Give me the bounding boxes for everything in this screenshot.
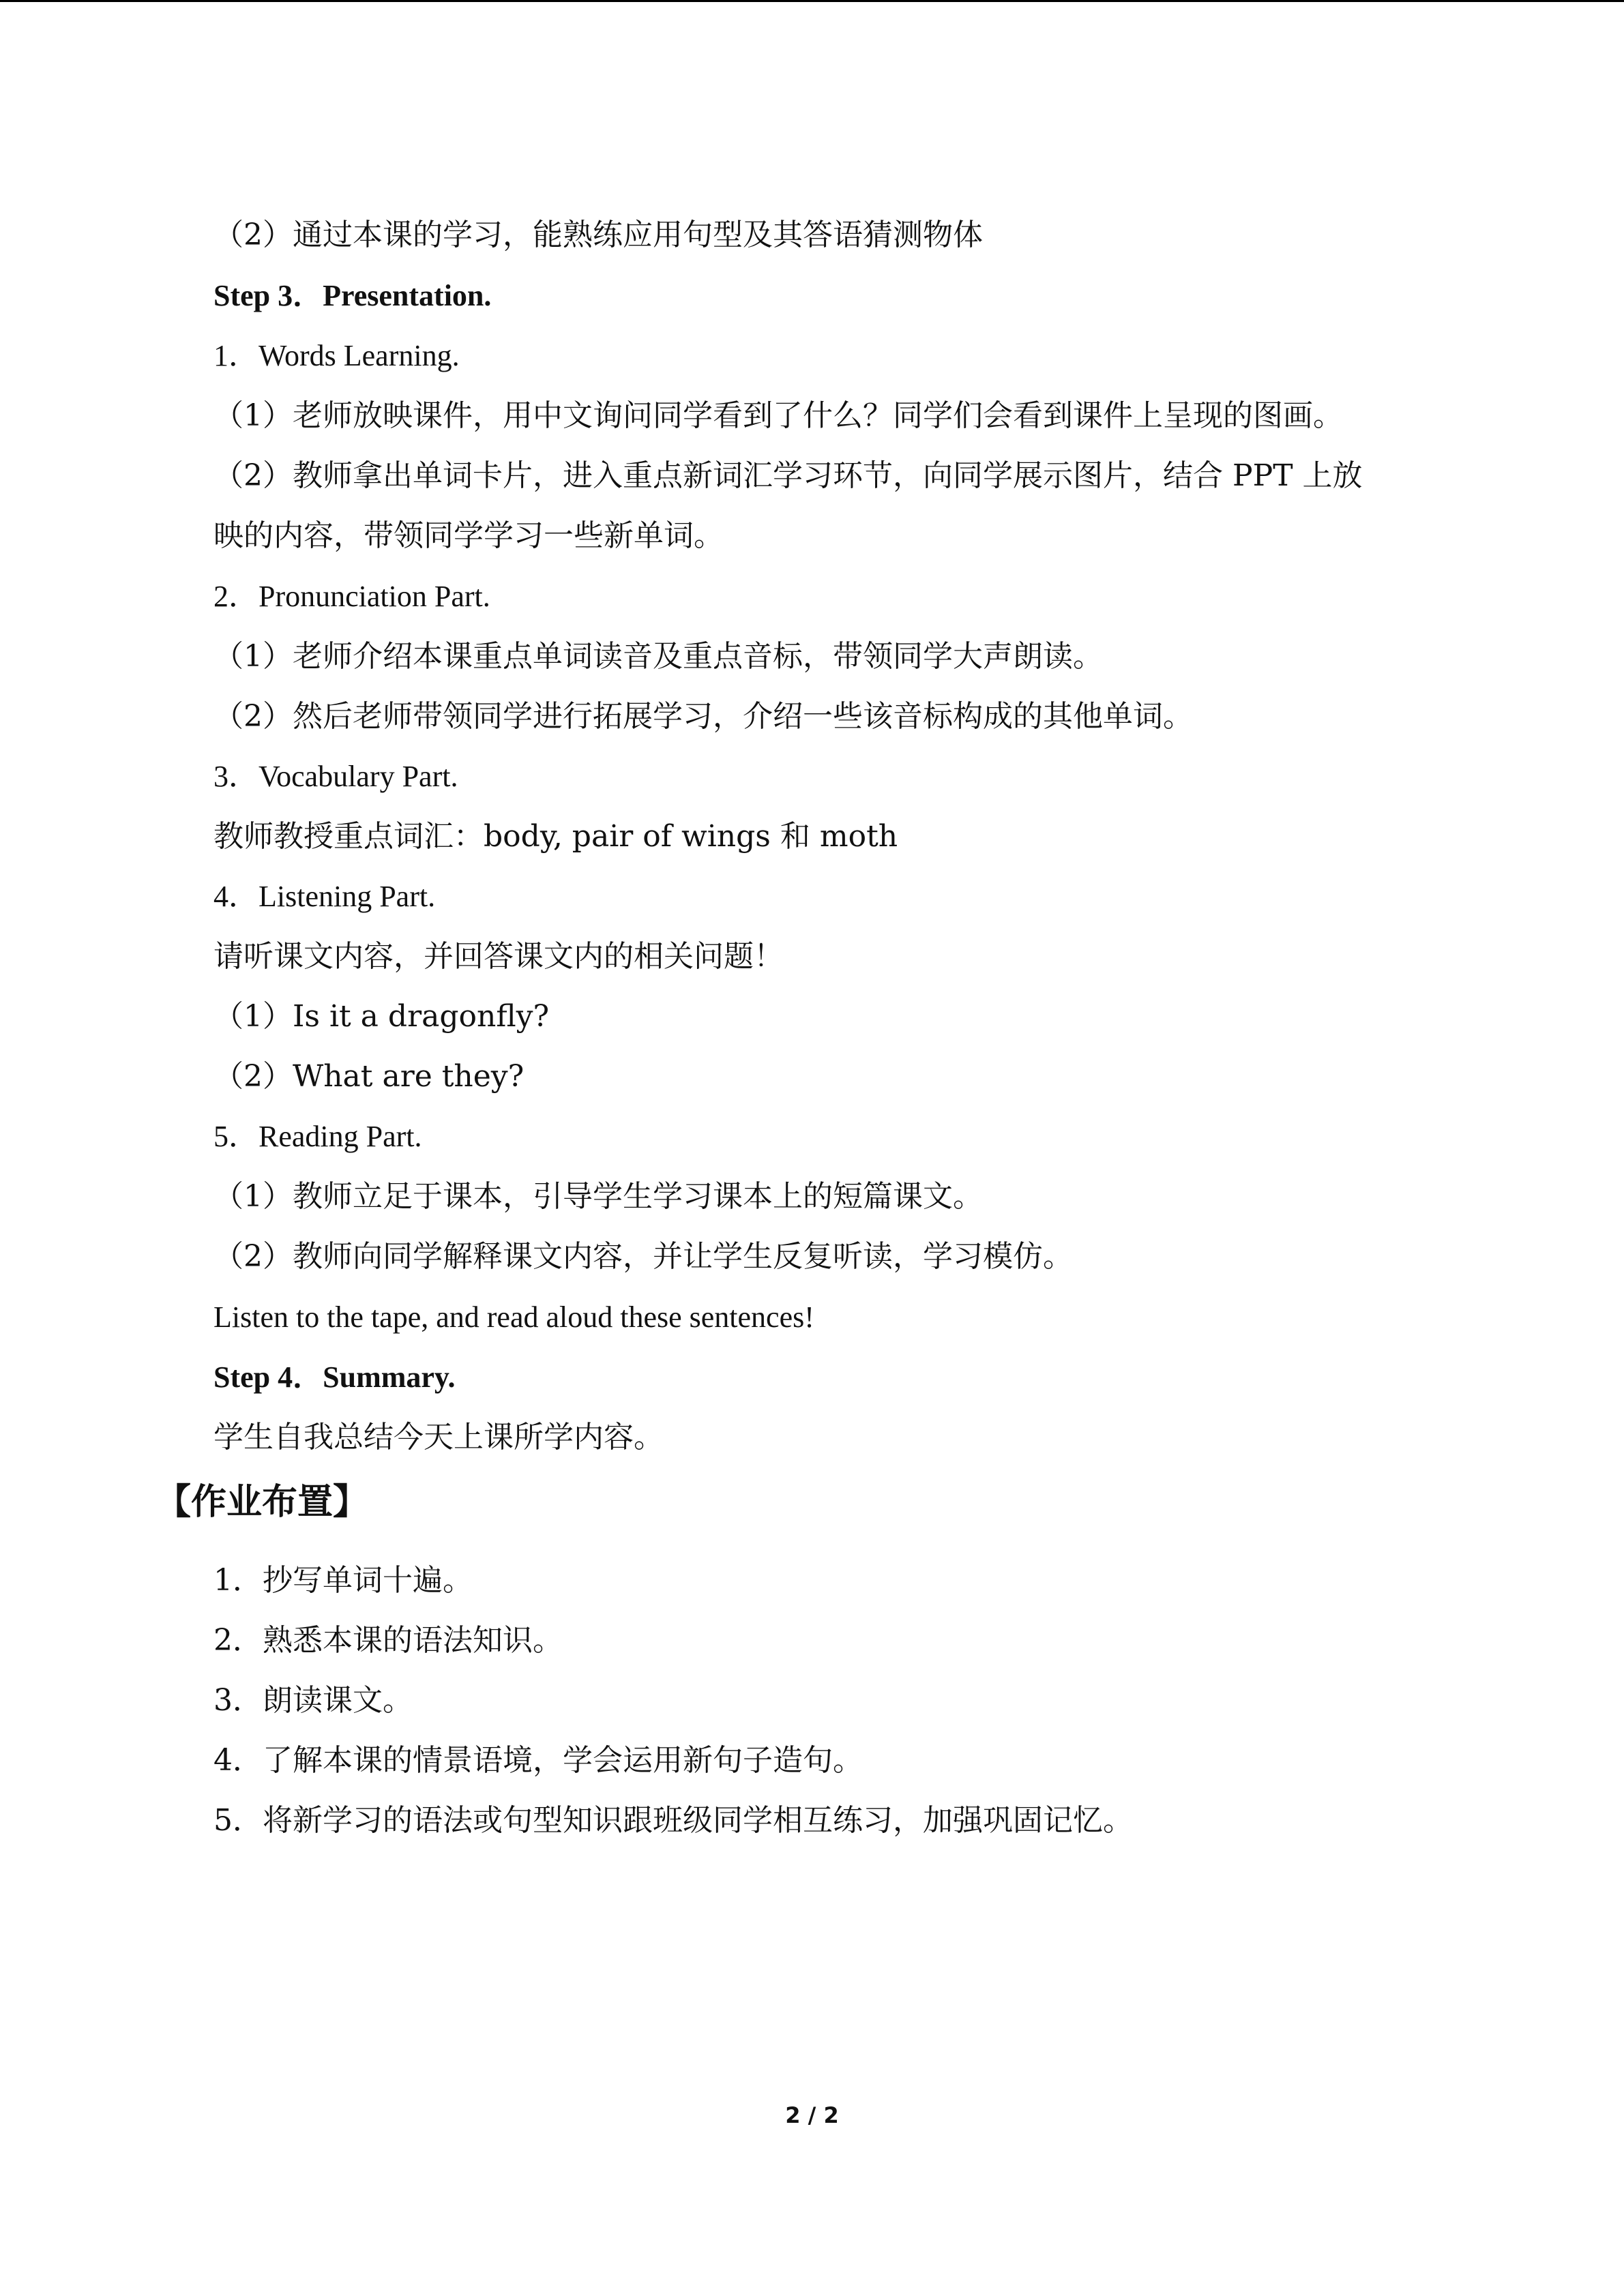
homework-item-5: 5．将新学习的语法或句型知识跟班级同学相互练习，加强巩固记忆。 — [213, 1803, 1133, 1838]
words-learning-item-1: （1）老师放映课件，用中文询问同学看到了什么？同学们会看到课件上呈现的图画。 — [213, 398, 1343, 433]
pronunciation-item-1: （1）老师介绍本课重点单词读音及重点音标，带领同学大声朗读。 — [213, 639, 1103, 674]
homework-item-4: 4．了解本课的情景语境，学会运用新句子造句。 — [213, 1743, 863, 1778]
reading-title: 5．Reading Part. — [213, 1120, 422, 1153]
reading-instruction: Listen to the tape, and read aloud these sentences! — [213, 1300, 814, 1334]
step4-text: 学生自我总结今天上课所学内容。 — [213, 1420, 664, 1455]
homework-item-3: 3．朗读课文。 — [213, 1683, 413, 1718]
pronunciation-title: 2．Pronunciation Part. — [213, 580, 490, 613]
homework-item-2: 2．熟悉本课的语法知识。 — [213, 1623, 563, 1658]
page-number: 2 / 2 — [785, 2102, 839, 2128]
reading-item-1: （1）教师立足于课本，引导学生学习课本上的短篇课文。 — [213, 1179, 983, 1214]
vocabulary-title: 3．Vocabulary Part. — [213, 760, 458, 793]
words-learning-item-2-line-1: （2）教师拿出单词卡片，进入重点新词汇学习环节，向同学展示图片，结合 PPT 上放 — [213, 458, 1363, 493]
step3-heading: Step 3．Presentation. — [213, 279, 492, 312]
homework-heading: 【作业布置】 — [156, 1482, 369, 1523]
pronunciation-item-2: （2）然后老师带领同学进行拓展学习，介绍一些该音标构成的其他单词。 — [213, 699, 1193, 734]
listening-title: 4．Listening Part. — [213, 880, 436, 913]
listening-question-1: （1）Is it a dragonfly? — [213, 999, 550, 1034]
words-learning-title: 1．Words Learning. — [213, 339, 460, 372]
step4-heading: Step 4．Summary. — [213, 1360, 456, 1394]
homework-item-1: 1．抄写单词十遍。 — [213, 1563, 473, 1598]
objective-item-2: （2）通过本课的学习，能熟练应用句型及其答语猜测物体 — [213, 218, 983, 252]
listening-question-2: （2）What are they? — [213, 1059, 525, 1094]
vocabulary-text: 教师教授重点词汇：body, pair of wings 和 moth — [213, 819, 898, 854]
listening-text: 请听课文内容，并回答课文内的相关问题！ — [213, 939, 784, 974]
words-learning-item-2-line-2: 映的内容，带领同学学习一些新单词。 — [213, 518, 724, 553]
reading-item-2: （2）教师向同学解释课文内容，并让学生反复听读，学习模仿。 — [213, 1239, 1073, 1274]
